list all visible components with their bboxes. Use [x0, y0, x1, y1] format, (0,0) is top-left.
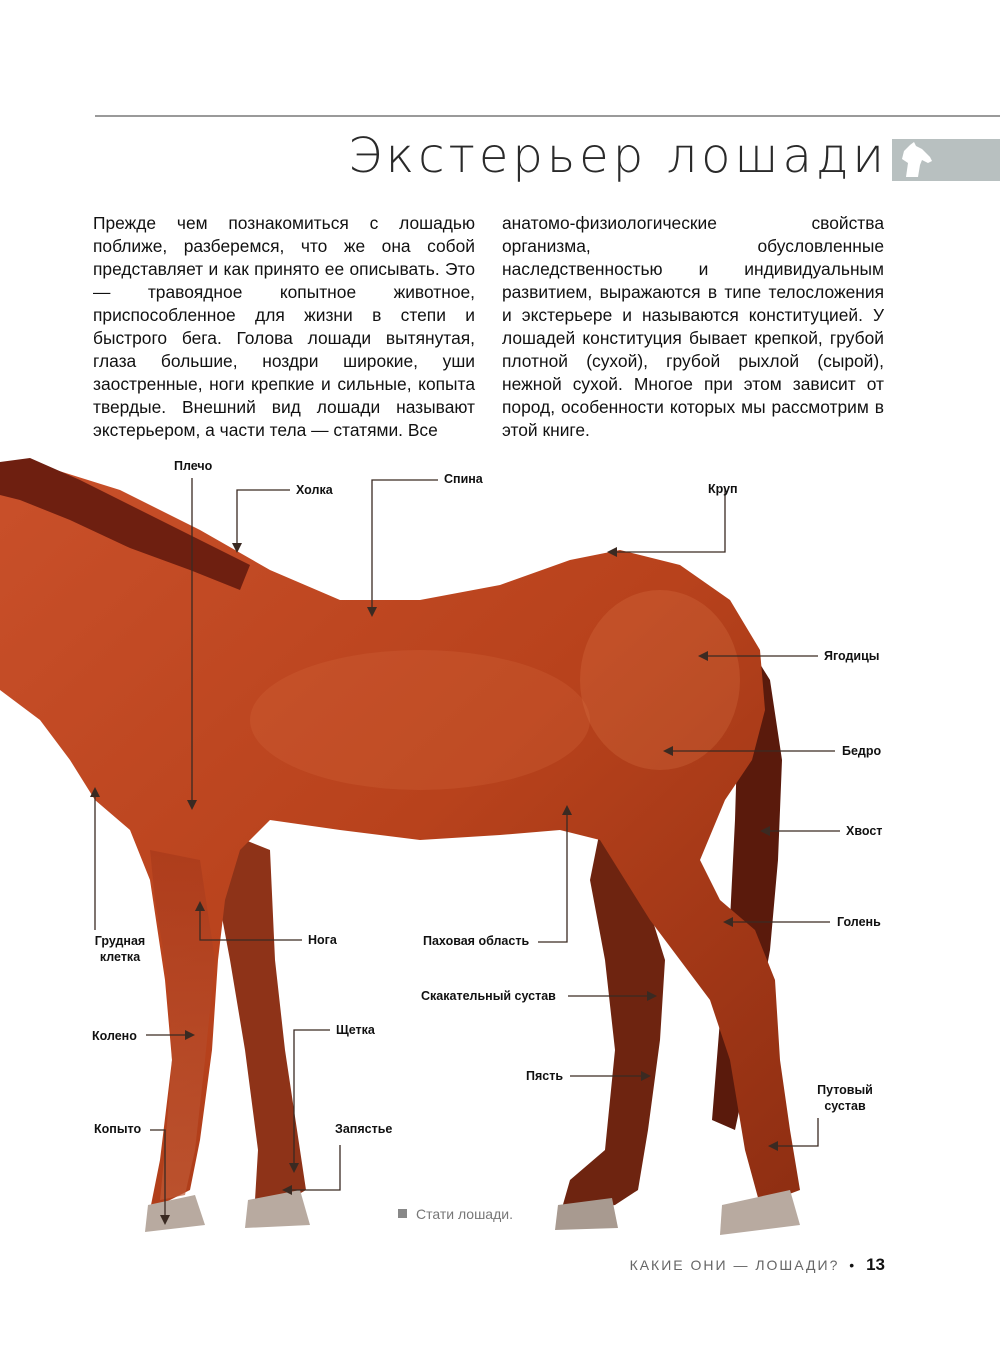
top-rule — [95, 115, 1000, 117]
label-grudnaya-kletka: Грудная клетка — [94, 934, 146, 964]
text-column-right — [502, 212, 884, 442]
page-footer — [630, 1255, 885, 1275]
label-noga: Нога — [308, 933, 337, 947]
label-golen: Голень — [837, 915, 881, 929]
label-bedro: Бедро — [842, 744, 882, 758]
label-koleno: Колено — [92, 1029, 137, 1043]
text-column-left — [93, 212, 475, 442]
page-title: Экстерьер лошади — [348, 128, 888, 184]
title-tab — [892, 139, 1000, 181]
footer-section: КАКИЕ ОНИ — ЛОШАДИ? — [629, 1257, 840, 1273]
label-hvost: Хвост — [846, 824, 883, 838]
label-putovy-sustav: Путовый сустав — [817, 1083, 873, 1113]
caption-text: Стати лошади. — [416, 1206, 513, 1222]
horse-head-icon — [896, 141, 936, 179]
label-pahovaya-oblast: Паховая область — [423, 934, 530, 948]
horse-illustration — [0, 440, 1000, 1240]
label-skakatelny-sustav: Скакательный сустав — [421, 989, 556, 1003]
paragraph-right: анатомо-физиологические свойства организма, обусловленные наследственностью и индивидуальным развитием, выражаются в типе телосложения и экстерьере и называются конституцией. У лошадей конституция бывает крепкой, грубой плотной (сухой), грубой рыхлой (сырой), нежной сухой. Многое при этом зависит от пород, особенности которых мы рассмотрим в этой книге. — [502, 213, 884, 440]
paragraph-left: Прежде чем познакомиться с лошадью поближе, разберемся, что же она собой представляет и как принято ее описывать. Это — травоядное копытное животное, приспособленное для жизни в степи и быстрого бега. Голова лошади вытянутая, глаза большие, ноздри широкие, уши заостренные, ноги крепкие и сильные, копыта твердые. Внешний вид лошади называют экстерьером, а части тела — статями. Все — [93, 213, 475, 440]
label-plecho: Плечо — [174, 459, 213, 473]
figure-caption — [398, 1206, 513, 1222]
label-krup: Круп — [708, 482, 738, 496]
label-kopyto: Копыто — [94, 1122, 142, 1136]
label-zapyastye: Запястье — [335, 1122, 393, 1136]
label-spina: Спина — [444, 472, 483, 486]
label-schetka: Щетка — [336, 1023, 375, 1037]
page-number: 13 — [866, 1255, 885, 1274]
footer-bullet: • — [849, 1257, 857, 1273]
caption-square-icon — [398, 1209, 407, 1218]
label-past: Пясть — [526, 1069, 564, 1083]
label-yagoditsy: Ягодицы — [824, 649, 880, 663]
label-holka: Холка — [296, 483, 333, 497]
